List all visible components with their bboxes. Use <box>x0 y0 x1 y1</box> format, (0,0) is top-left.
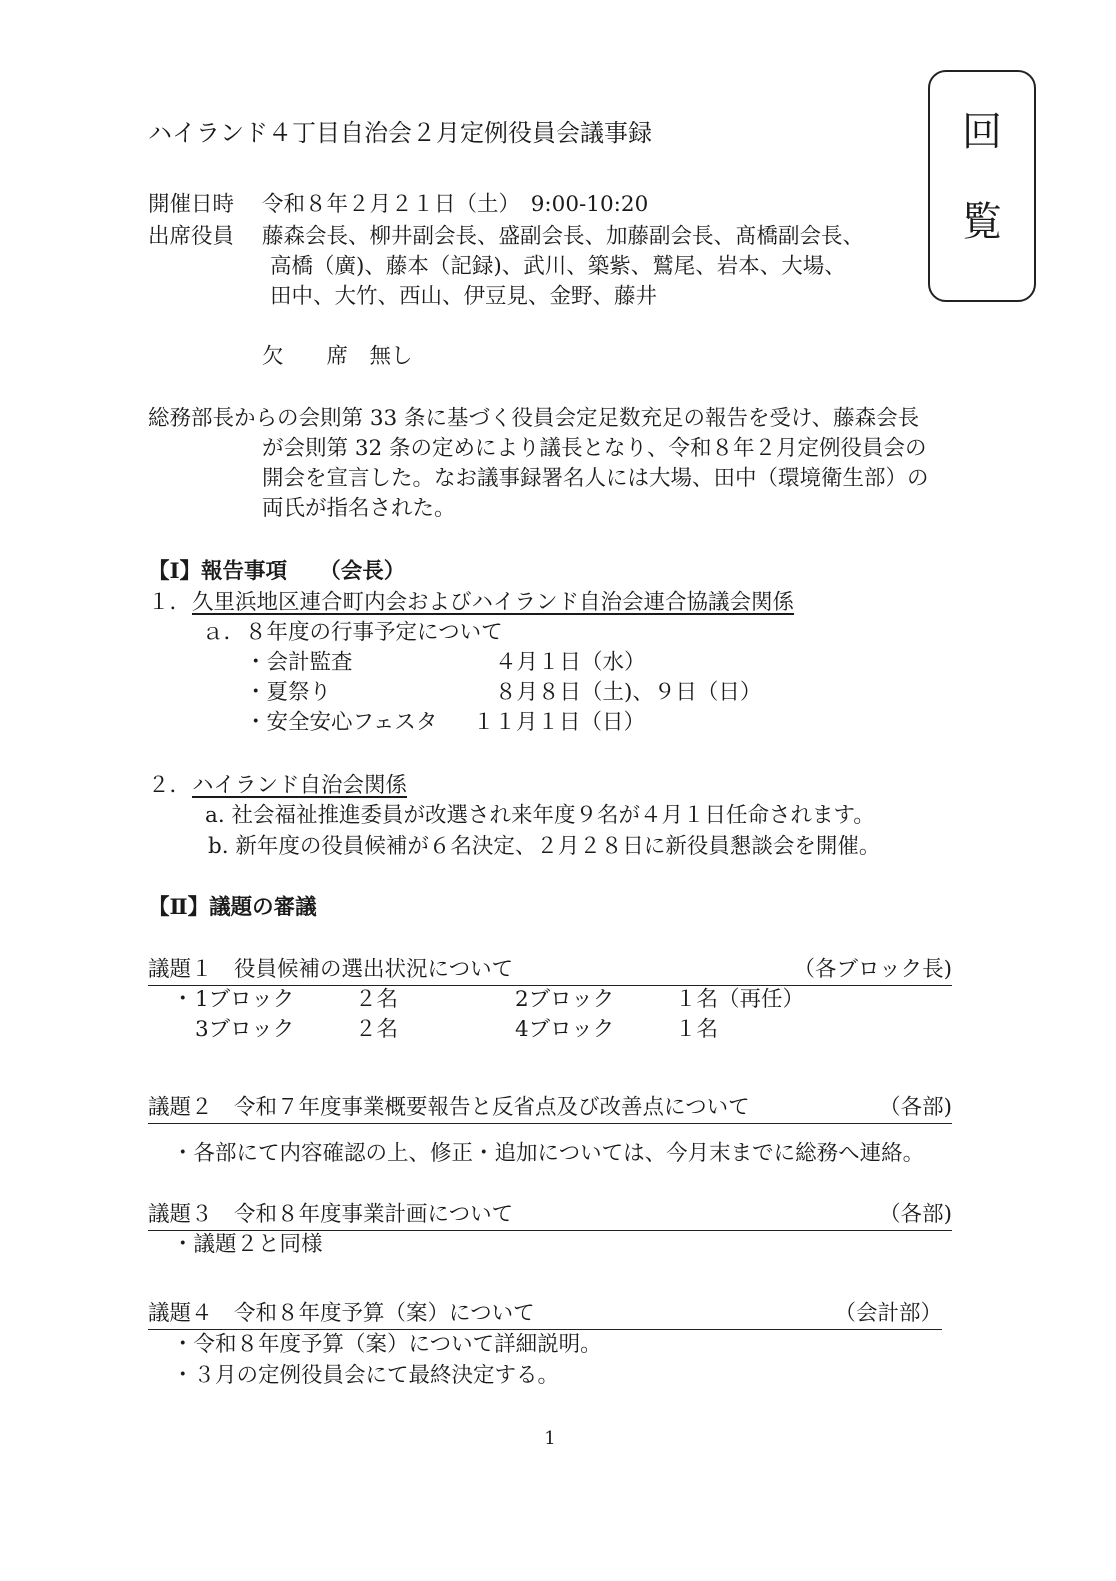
stamp-char-1: 回 <box>962 109 1002 155</box>
agenda-4-header <box>148 1299 942 1330</box>
stamp-char-2: 覧 <box>962 199 1002 245</box>
agenda-title: 議題４ 令和８年度予算（案）について <box>148 1301 535 1326</box>
item-1a: ａ．８年度の行事予定について <box>202 620 503 645</box>
agenda-title: 議題２ 令和７年度事業概要報告と反省点及び改善点について <box>148 1095 750 1120</box>
agenda-4-note-2: ・３月の定例役員会にて最終決定する。 <box>172 1363 560 1388</box>
date-value: 令和８年２月２１日（土） 9:00-10:20 <box>262 192 649 217</box>
agenda-3-header <box>148 1200 952 1231</box>
item-2-title: ハイランド自治会関係 <box>192 773 408 798</box>
agenda-owner: （各部) <box>879 1095 952 1120</box>
intro-line-2: が会則第 32 条の定めにより議長となり、令和８年２月定例役員会の <box>262 436 927 461</box>
agenda-2-header <box>148 1093 952 1124</box>
item-1-number: １． <box>148 590 192 615</box>
block-name: 2ブロック <box>515 987 615 1012</box>
item-2b: b. 新年度の役員候補が６名決定、２月２８日に新役員懇談会を開催。 <box>208 834 881 859</box>
block-bullet: ・ <box>172 987 194 1012</box>
block-count: ２名 <box>355 987 399 1012</box>
page-number: 1 <box>544 1428 556 1449</box>
intro-line-3: 開会を宣言した。なお議事録署名人には大場、田中（環境衛生部）の <box>262 466 929 491</box>
attend-line-3: 田中、大竹、西山、伊豆見、金野、藤井 <box>270 284 658 309</box>
attend-label: 出席役員 <box>148 224 235 249</box>
block-name: 3ブロック <box>195 1017 295 1042</box>
agenda-title: 議題３ 令和８年度事業計画について <box>148 1202 514 1227</box>
block-count: １名（再任） <box>675 987 805 1012</box>
circulation-stamp <box>928 70 1036 302</box>
section-1-heading: 【Ⅰ】報告事項 （会長） <box>148 559 406 584</box>
intro-line-1: 総務部長からの会則第 33 条に基づく役員会定足数充足の報告を受け、藤森会長 <box>148 406 920 431</box>
agenda-owner: （会計部） <box>834 1301 942 1326</box>
block-count: ２名 <box>355 1017 399 1042</box>
document-title: ハイランド４丁目自治会２月定例役員会議事録 <box>148 119 652 147</box>
agenda-4-note-1: ・令和８年度予算（案）について詳細説明。 <box>172 1332 602 1357</box>
agenda-title: 議題１ 役員候補の選出状況について <box>148 957 514 982</box>
event-name: ・会計監査 <box>245 650 353 675</box>
intro-line-4: 両氏が指名された。 <box>262 496 456 521</box>
item-2a: a. 社会福祉推進委員が改選され来年度９名が４月１日任命されます。 <box>205 803 875 828</box>
event-date: ４月１日（水） <box>495 650 646 675</box>
block-name: 4ブロック <box>515 1017 615 1042</box>
event-name: ・安全安心フェスタ <box>245 710 438 735</box>
block-count: １名 <box>675 1017 719 1042</box>
block-name: 1ブロック <box>195 987 295 1012</box>
item-1-title: 久里浜地区連合町内会およびハイランド自治会連合協議会関係 <box>192 590 795 615</box>
absent-line: 欠 席 無し <box>262 344 413 369</box>
agenda-owner: （各ブロック長) <box>793 957 952 982</box>
event-name: ・夏祭り <box>245 680 332 705</box>
event-date: １１月１日（日） <box>473 710 646 735</box>
date-label: 開催日時 <box>148 192 235 217</box>
event-date: ８月８日（土)、９日（日） <box>495 680 762 705</box>
agenda-3-note: ・議題２と同様 <box>172 1232 323 1257</box>
agenda-owner: （各部) <box>879 1202 952 1227</box>
agenda-2-note: ・各部にて内容確認の上、修正・追加については、今月末までに総務へ連絡。 <box>172 1141 925 1166</box>
item-2-number: ２． <box>148 773 192 798</box>
agenda-1-header <box>148 955 952 986</box>
attend-line-2: 高橋（廣)、藤本（記録)、武川、築紫、鷲尾、岩本、大場、 <box>270 254 846 279</box>
attend-line-1: 藤森会長、柳井副会長、盛副会長、加藤副会長、髙橋副会長、 <box>262 224 865 249</box>
section-2-heading: 【Ⅱ】議題の審議 <box>148 895 317 920</box>
